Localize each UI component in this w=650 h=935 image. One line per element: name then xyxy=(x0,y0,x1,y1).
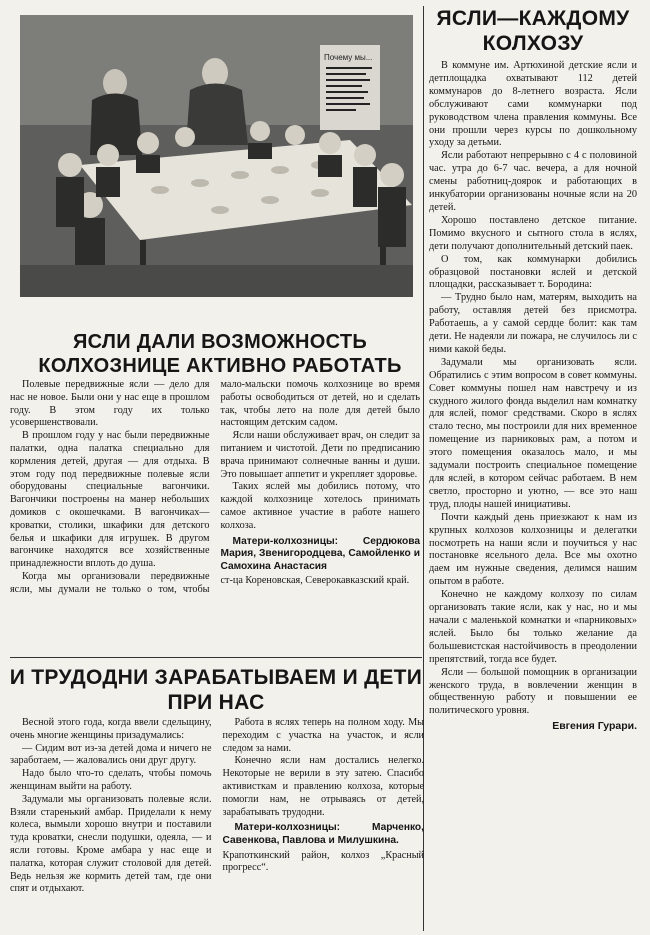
middle-headline: ЯСЛИ ДАЛИ ВОЗМОЖНОСТЬ КОЛХОЗНИЦЕ АКТИВНО РАБОТАТЬ xyxy=(38,331,402,377)
right-article xyxy=(429,6,637,732)
bottom-paragraph: Работа в яслях теперь на полном ходу. Мы переходим с участка на участок, и ясли следом за нами. xyxy=(222,717,424,754)
middle-article xyxy=(10,379,420,597)
bottom-headline: И ТРУДОДНИ ЗАРАБАТЫВАЕМ И ДЕТИ ПРИ НАС xyxy=(9,666,423,714)
right-paragraph: Хорошо поставлено детское питание. Помимо вкусного и сытного стола в яслях, дети получают дополнительный детский паек. xyxy=(429,214,637,252)
right-paragraph: В коммуне им. Артюхиной детские ясли и детплощадка охватывают 112 детей коммунаров до 8-летнего возраста. Ясли обслуживают сами коммунарки под руководством члена правления коммуны. Все они прошли через курсы по дошкольному уходу за детьми. xyxy=(429,60,637,149)
right-byline: Евгения Гурари. xyxy=(552,720,637,733)
right-paragraph: Ясли работают непрерывно с 4 с половиной час. утра до 6-7 час. вечера, а для ночной смены работниц-доярок и работающих в инкубатории организованы ночные ясли на 20 детей. xyxy=(429,150,637,213)
right-paragraph: — Трудно было нам, матерям, выходить на работу, оставляя детей без присмотра. Работаешь, а у самой сердце болит: как там дети. Не надеяли ли пожара, не случилось ли с ними какой беды. xyxy=(429,292,637,355)
middle-paragraph: В прошлом году у нас были передвижные палатки, одна палатка специально для кормления детей, другая — для отдыха. В этом году под передвижные полевые ясли оборудованы специальные вагончики. Вагончики построены на манер небольших домиков с окошечками. В вагончиках—кроватки, столики, шкафики для детского белья и шкафики для игрушек. В другом вагончике находятся все хозяйственные принадлежности вплоть до душа. xyxy=(10,430,210,570)
bottom-paragraph: — Сидим вот из-за детей дома и ничего не заработаем, — жаловались они друг другу. xyxy=(10,742,212,767)
right-paragraph: Конечно не каждому колхозу по силам организовать такие ясли, как у нас, но и мы начали с маленькой комнатки и «парниковых» яслей. Было бы только желание да большевистская настойчивость в преодолении препятствий, тогда все будет. xyxy=(429,589,637,665)
middle-paragraph: Таких яслей мы добились потому, что каждой колхознице хотелось принимать самое активное участие в работе нашего колхоза. xyxy=(220,481,420,531)
right-paragraph: Задумали мы организовать ясли. Обратились с этим вопросом в совет коммуны. Совет коммуны пошел нам навстречу и из скудного жилого фонда выделил нам комнатку для яслей, помог средствами. Скоро в яслях стало тесно, мы построили для них временное помещение из парниковых рам, а потом и этого помещения оказалось мало, и мы задумали построить специальное помещение для яслей, в котором сейчас работаем. В нем светло, просторно и уютно, — все это наш труд, плоды нашей инициативы. xyxy=(429,356,637,510)
poster-text: Почему мы... xyxy=(324,53,373,62)
section-divider xyxy=(10,657,422,658)
nursery-photo xyxy=(20,15,413,297)
middle-place: ст-ца Кореновская, Северокавказский край. xyxy=(220,575,410,587)
right-paragraph: О том, как коммунарки добились образцовой постановки яслей и детской площадки, рассказывает т. Бородина: xyxy=(429,253,637,291)
right-paragraph: Почти каждый день приезжают к нам из крупных колхозов колхозницы и делегатки посмотреть на наши ясли и поучиться у нас постановке ясельного дела. Все мы охотно даем им нужные сведения, делимся нашим опытом в работе. xyxy=(429,511,637,588)
photo-illustration xyxy=(20,15,413,297)
bottom-paragraph: Надо было что-то сделать, чтобы помочь женщинам выйти на работу. xyxy=(10,768,212,792)
right-headline: ЯСЛИ—КАЖДОМУ КОЛХОЗУ xyxy=(436,7,630,55)
middle-paragraph: Когда мы организовали передвижные ясли, мы думали не только о том, чтобы мало-мальски помочь колхознице во время работы освободиться от детей, но и сделать так, чтобы лето на поле для детей было настоящим детским садом. xyxy=(10,379,420,595)
bottom-place: Крапоткинский район, колхоз „Красный прогресс“. xyxy=(222,849,424,874)
middle-paragraph: Полевые передвижные ясли — дело для нас не новое. Были они у нас еще в прошлом году. В этом году их только усовершенствовали. xyxy=(10,379,210,429)
right-paragraph: Ясли — большой помощник в организации женского труда, в вовлечении женщин в общественную работу и повышении ее политического уровня. xyxy=(429,666,637,717)
bottom-article xyxy=(10,717,424,896)
bottom-signature: Матери-колхозницы: Марченко, Савенкова, Павлова и Милушкина. xyxy=(222,822,424,846)
bottom-paragraph: Конечно ясли нам достались нелегко. Некоторые не верили в эту затею. Спасибо активисткам и правлению колхоза, которые помогли нам, не отрываясь от детей, зарабатывать трудодни. xyxy=(222,755,424,818)
middle-paragraph: Ясли наши обслуживает врач, он следит за питанием и чистотой. Дети по предписанию врача принимают солнечные ванны и души. Это повышает аппетит и укрепляет здоровье. xyxy=(220,430,420,480)
middle-signature: Матери-колхозницы: Сердюкова Мария, Звенигородцева, Самойленко и Самохина Анастасия xyxy=(220,535,420,572)
bottom-paragraph: Задумали мы организовать полевые ясли. Взяли старенький амбар. Приделали к нему колеса, вымыли хорошо внутри и поставили туда кроватки, снесли подушки, одеяла, — и ясли готовы. Кроме амбара у нас еще и палатка, которая служит столовой для детей. Ведь нельзя же кормить детей там, где они спят и отдыхают. xyxy=(10,793,212,895)
bottom-paragraph: Весной этого года, когда ввели сдельщину, очень многие женщины призадумались: xyxy=(10,717,212,741)
